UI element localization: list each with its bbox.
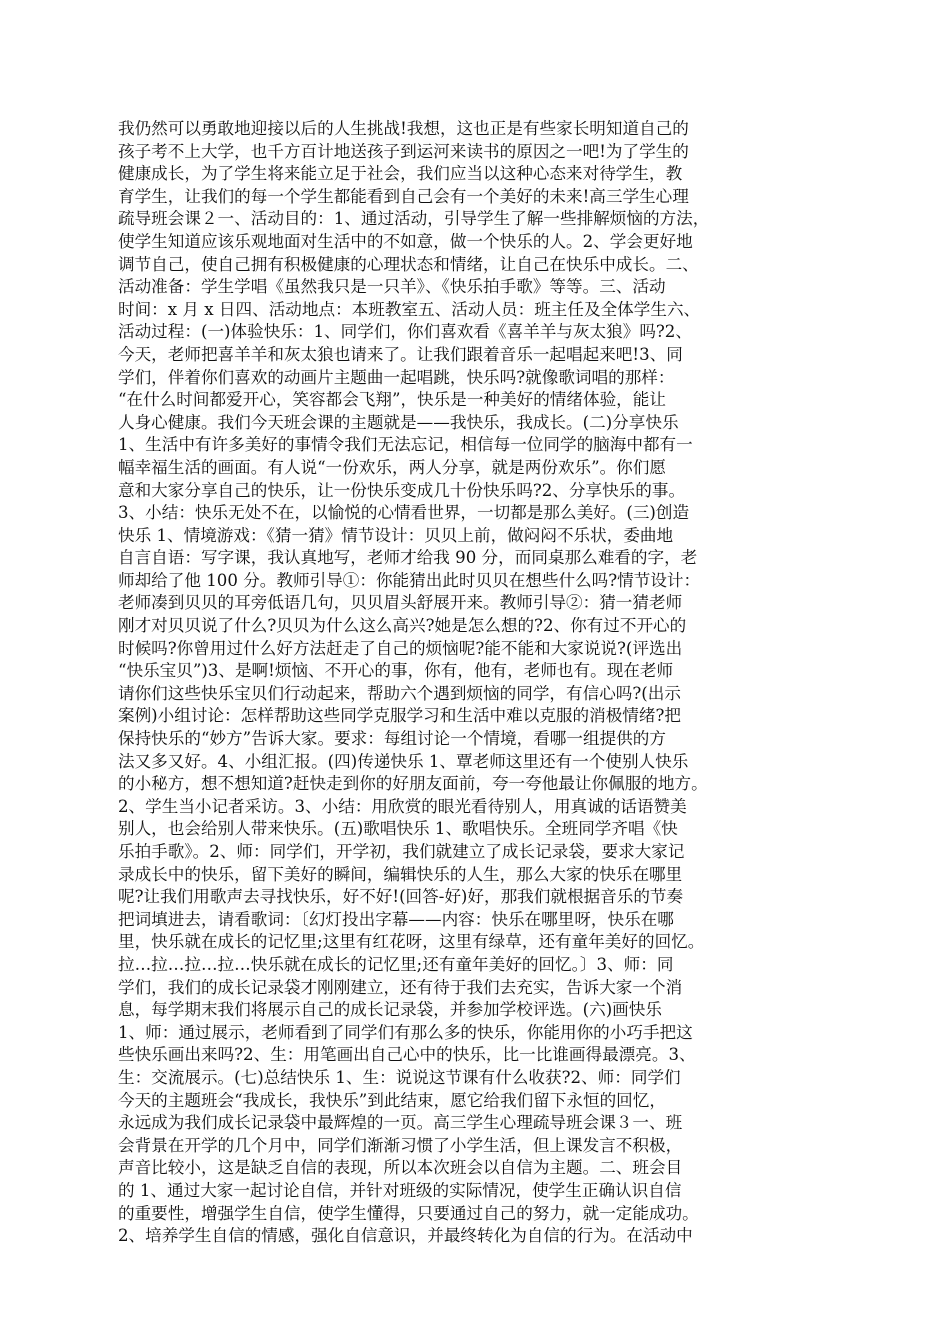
body-text — [118, 118, 818, 1248]
text-line: 的重要性，增强学生自信，使学生懂得，只要通过自己的努力，就一定能成功。 — [118, 1203, 699, 1223]
text-line: 的小秘方，想不想知道?赶快走到你的好朋友面前，夸一夸他最让你佩服的地方。 — [118, 774, 708, 794]
text-line: 疏导班会课２一、活动目的：1、通过活动，引导学生了解一些排解烦恼的方法， — [118, 209, 710, 229]
text-line: 育学生，让我们的每一个学生都能看到自己会有一个美好的未来!高三学生心理 — [118, 186, 689, 206]
text-line: 时候吗?你曾用过什么好方法赶走了自己的烦恼呢?能不能和大家说说?(评选出 — [118, 638, 683, 658]
text-line: 人身心健康。我们今天班会课的主题就是——我快乐，我成长。(二)分享快乐 — [118, 412, 679, 432]
text-line: 息，每学期末我们将展示自己的成长记录袋，并参加学校评选。(六)画快乐 — [118, 1000, 662, 1020]
text-line: 永远成为我们成长记录袋中最辉煌的一页。高三学生心理疏导班会课３一、班 — [118, 1113, 683, 1133]
text-line: 我仍然可以勇敢地迎接以后的人生挑战!我想，这也正是有些家长明知道自己的 — [118, 119, 689, 138]
text-line: 把词填进去，请看歌词：〔幻灯投出字幕——内容：快乐在哪里呀，快乐在哪 — [118, 909, 674, 929]
text-line: 孩子考不上大学，也千方百计地送孩子到运河来读书的原因之一吧!为了学生的 — [118, 141, 689, 161]
text-line: 活动过程：(一)体验快乐：1、同学们，你们喜欢看《喜羊羊与灰太狼》吗?2、 — [118, 322, 692, 342]
text-line: 刚才对贝贝说了什么?贝贝为什么这么高兴?她是怎么想的?2、你有过不开心的 — [118, 616, 687, 636]
text-line: “快乐宝贝”)3、是啊!烦恼、不开心的事，你有，他有，老师也有。现在老师 — [118, 661, 674, 681]
text-line: 学们，伴着你们喜欢的动画片主题曲一起唱跳，快乐吗?就像歌词唱的那样： — [118, 367, 675, 387]
text-line: 1、师：通过展示，老师看到了同学们有那么多的快乐，你能用你的小巧手把这 — [118, 1022, 693, 1042]
text-line: 生：交流展示。(七)总结快乐 1、生：说说这节课有什么收获?2、师：同学们 — [118, 1067, 681, 1087]
text-line: 别人，也会给别人带来快乐。(五)歌唱快乐 1、歌唱快乐。全班同学齐唱《快 — [118, 819, 678, 839]
text-line: 自言自语：写字课，我认真地写，老师才给我 90 分，而同桌那么难看的字，老 — [118, 548, 698, 568]
text-line: 拉…拉…拉…拉…快乐就在成长的记忆里;还有童年美好的回忆。〕3、师：同 — [118, 954, 674, 974]
text-line: 学们，我们的成长记录袋才刚刚建立，还有待于我们去充实，告诉大家一个消 — [118, 977, 683, 997]
text-line: 今天的主题班会“我成长，我快乐”到此结束，愿它给我们留下永恒的回忆， — [118, 1090, 666, 1110]
text-line: 呢?让我们用歌声去寻找快乐，好不好!(回答-好)好，那我们就根据音乐的节奏 — [118, 887, 684, 907]
text-line: 录成长中的快乐，留下美好的瞬间，编辑快乐的人生，那么大家的快乐在哪里 — [118, 864, 683, 884]
text-line: 快乐 1、情境游戏：《猜一猜》情节设计：贝贝上前，做闷闷不乐状，委曲地 — [118, 525, 674, 545]
text-line: 意和大家分享自己的快乐，让一份快乐变成几十份快乐吗?2、分享快乐的事。 — [118, 480, 686, 500]
text-line: 调节自己，使自己拥有积极健康的心理状态和情绪，让自己在快乐中成长。二、 — [118, 254, 699, 274]
text-line: 活动准备：学生学唱《虽然我只是一只羊》、《快乐拍手歌》等等。三、活动 — [118, 277, 666, 297]
text-line: 师却给了他 100 分。教师引导①：你能猜出此时贝贝在想些什么吗?情节设计： — [118, 570, 701, 590]
text-line: 的 1、通过大家一起讨论自信，并针对班级的实际情况，使学生正确认识自信 — [118, 1180, 682, 1200]
text-line: 3、小结：快乐无处不在，以愉悦的心情看世界，一切都是那么美好。(三)创造 — [118, 503, 690, 523]
text-line: 保持快乐的“妙方”告诉大家。要求：每组讨论一个情境，看哪一组提供的方 — [118, 729, 666, 749]
text-line: 2、学生当小记者采访。3、小结：用欣赏的眼光看待别人，用真诚的话语赞美 — [118, 796, 687, 816]
text-line: 会背景在开学的几个月中，同学们渐渐习惯了小学生活，但上课发言不积极， — [118, 1135, 683, 1155]
text-line: 时间：x 月 x 日四、活动地点：本班教室五、活动人员：班主任及全体学生六、 — [118, 299, 701, 319]
text-line: 今天，老师把喜羊羊和灰太狼也请来了。让我们跟着音乐一起唱起来吧!3、同 — [118, 344, 683, 364]
text-line: 案例)小组讨论：怎样帮助这些同学克服学习和生活中难以克服的消极情绪?把 — [118, 706, 681, 726]
text-line: 法又多又好。4、小组汇报。(四)传递快乐 1、覃老师这里还有一个使别人快乐 — [118, 751, 689, 771]
text-line: 请你们这些快乐宝贝们行动起来，帮助六个遇到烦恼的同学，有信心吗?(出示 — [118, 683, 681, 703]
text-line: 2、培养学生自信的情感，强化自信意识，并最终转化为自信的行为。在活动中 — [118, 1226, 693, 1246]
text-line: “在什么时间都爱开心，笑容都会飞翔”，快乐是一种美好的情绪体验，能让 — [118, 390, 666, 410]
text-line: 里，快乐就在成长的记忆里;这里有红花呀，这里有绿草，还有童年美好的回忆。 — [118, 932, 705, 952]
text-line: 些快乐画出来吗?2、生：用笔画出自己心中的快乐，比一比谁画得最漂亮。3、 — [118, 1045, 696, 1065]
text-line: 1、生活中有许多美好的事情令我们无法忘记，相信每一位同学的脑海中都有一 — [118, 435, 693, 455]
text-line: 幅幸福生活的画面。有人说“一份欢乐，两人分享，就是两份欢乐”。你们愿 — [118, 457, 666, 477]
text-line: 老师凑到贝贝的耳旁低语几句，贝贝眉头舒展开来。教师引导②：猜一猜老师 — [118, 593, 683, 613]
text-line: 健康成长，为了学生将来能立足于社会，我们应当以这种心态来对待学生，教 — [118, 164, 683, 184]
text-line: 乐拍手歌》。2、师：同学们，开学初，我们就建立了成长记录袋，要求大家记 — [118, 842, 685, 861]
text-line: 使学生知道应该乐观地面对生活中的不如意，做一个快乐的人。2、学会更好地 — [118, 231, 693, 251]
text-line: 声音比较小，这是缺乏自信的表现，所以本次班会以自信为主题。二、班会目 — [118, 1158, 683, 1178]
